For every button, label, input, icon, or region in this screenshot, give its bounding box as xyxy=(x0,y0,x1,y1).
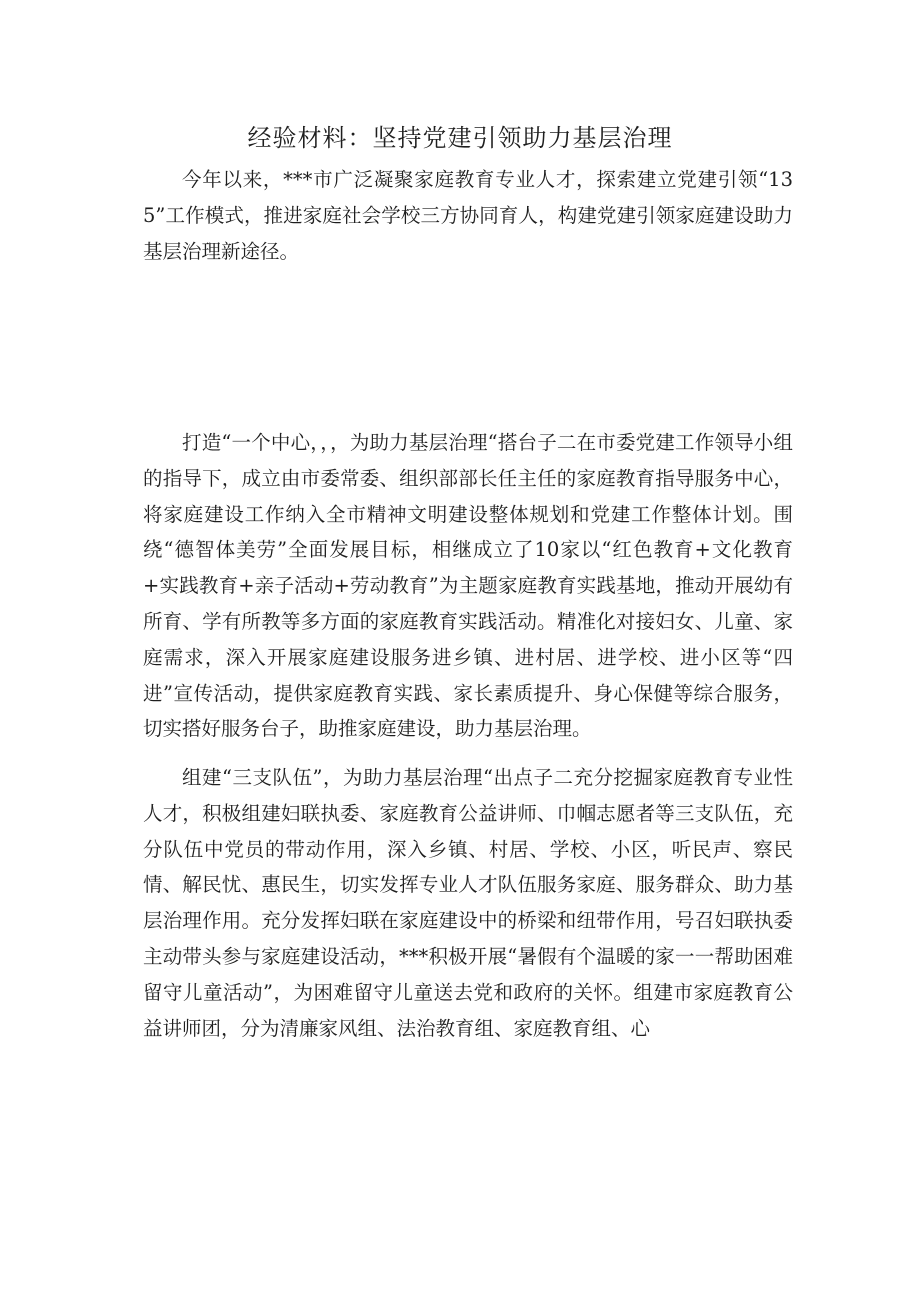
paragraph-intro: 今年以来，***市广泛凝聚家庭教育专业人才，探索建立党建引领“135”工作模式，推进家庭社会学校三方协同育人，构建党建引领家庭建设助力基层治理新途径。 xyxy=(143,168,793,263)
paragraph-three-teams: 组建“三支队伍”，为助力基层治理“出点子二充分挖掘家庭教育专业性人才，积极组建妇联执委、家庭教育公益讲师、巾帼志愿者等三支队伍，充分队伍中党员的带动作用，深入乡镇、村居、学校、小区，听民声、察民情、解民忧、惠民生，切实发挥专业人才队伍服务家庭、服务群众、助力基层治理作用。充分发挥妇联在家庭建设中的桥梁和纽带作用，号召妇联执委主动带头参与家庭建设活动，***积极开展“暑假有个温暖的家一一帮助困难留守儿童活动”，为困难留守儿童送去党和政府的关怀。组建市家庭教育公益讲师团，分为清廉家风组、法治教育组、家庭教育组、心 xyxy=(143,766,793,1040)
document-title: 经验材料：坚持党建引领助力基层治理 xyxy=(247,124,673,152)
paragraph-one-center: 打造“一个中心，，，为助力基层治理“搭台子二在市委党建工作领导小组的指导下，成立由市委常委、组织部部长任主任的家庭教育指导服务中心，将家庭建设工作纳入全市精神文明建设整体规划和党建工作整体计划。围绕“德智体美劳”全面发展目标，相继成立了10家以“红色教育+文化教育+实践教育+亲子活动+劳动教育”为主题家庭教育实践基地，推动开展幼有所育、学有所教等多方面的家庭教育实践活动。精准化对接妇女、儿童、家庭需求，深入开展家庭建设服务进乡镇、进村居、进学校、进小区等“四进”宣传活动，提供家庭教育实践、家长素质提升、身心保健等综合服务，切实搭好服务台子，助推家庭建设，助力基层治理。 xyxy=(143,431,793,741)
